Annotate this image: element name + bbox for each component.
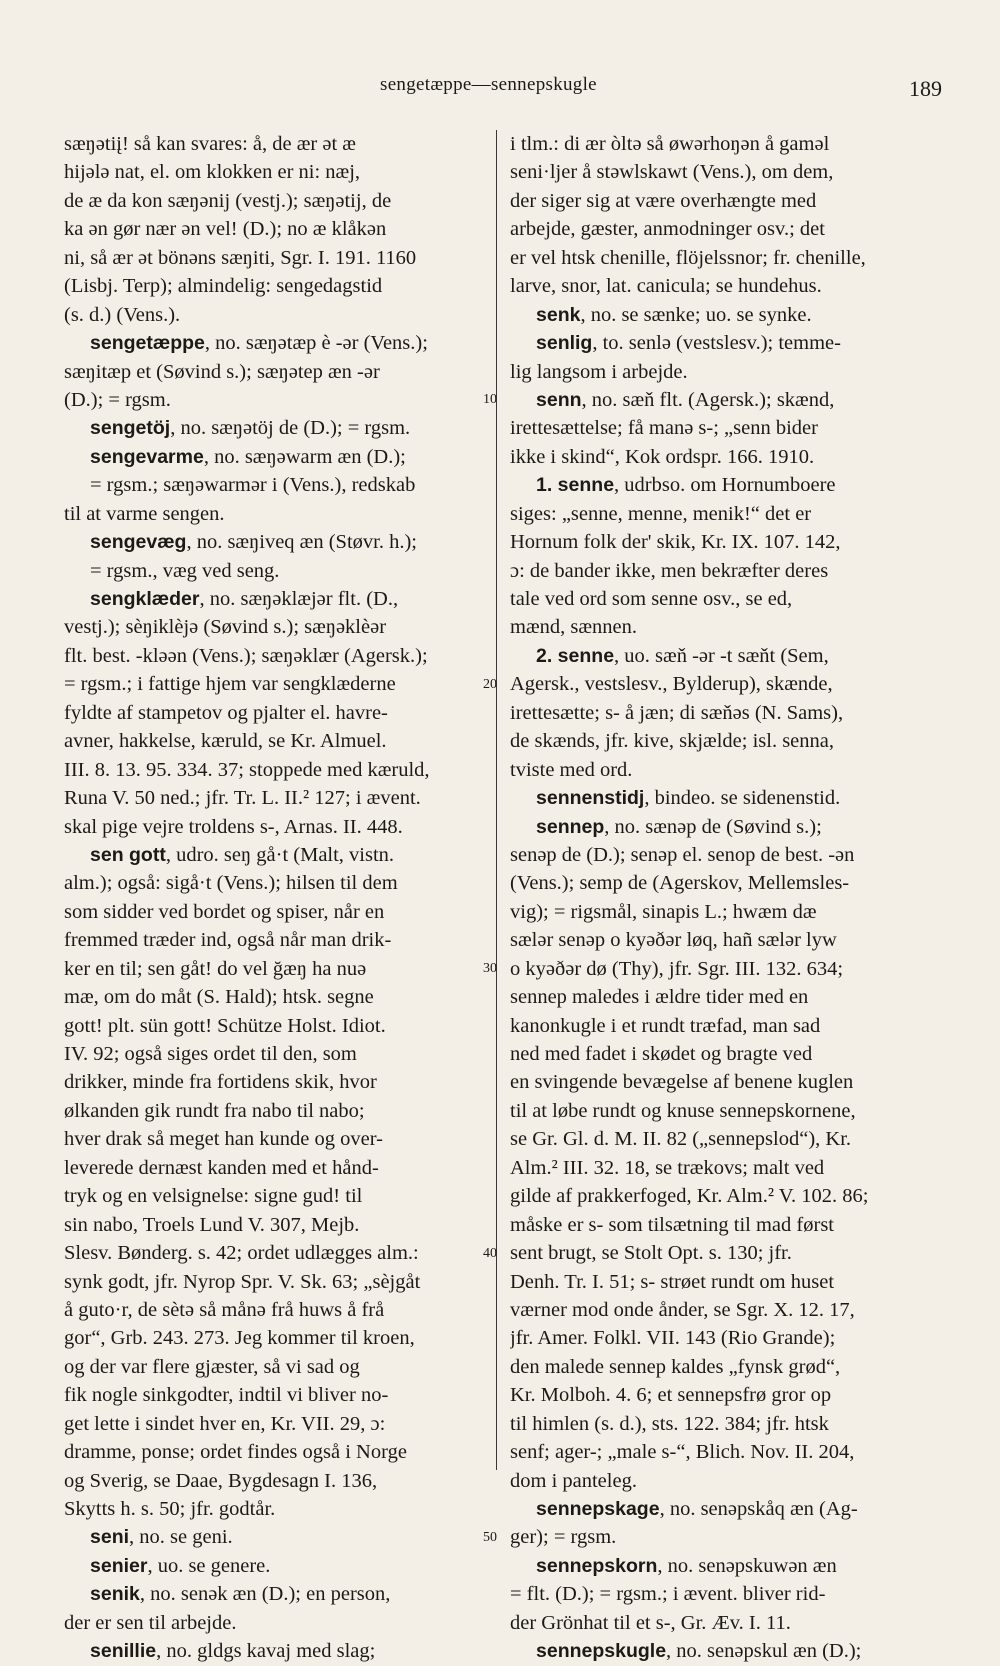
text-line: tale ved ord som senne osv., se ed,	[510, 588, 793, 610]
text-line: sengklæder, no. sæŋəklæjər flt. (D.,	[90, 588, 399, 610]
running-head: sengetæppe—sennepskugle	[380, 74, 597, 95]
text-line: drikker, minde fra fortidens skik, hvor	[64, 1071, 377, 1094]
text-line: til at varme sengen.	[64, 502, 225, 525]
right-column	[510, 130, 938, 1666]
line-number: 10	[483, 392, 497, 408]
text-line: avner, hakkelse, kæruld, se Kr. Almuel.	[64, 730, 387, 753]
line-number: 20	[483, 676, 497, 692]
text-line: larve, snor, lat. canicula; se hundehus.	[510, 275, 822, 298]
text-line: sennepskage, no. senəpskåq æn (Ag-	[536, 1498, 858, 1520]
headword: 2. senne	[536, 644, 615, 667]
text-line: irettesættelse; få manə s-; „senn bider	[510, 417, 818, 440]
text-line: senk, no. se sænke; uo. se synke.	[536, 303, 812, 326]
text-line: Denh. Tr. I. 51; s- strøet rundt om huset	[510, 1270, 835, 1293]
text-line: gott! plt. sün gott! Schütze Holst. Idiot.	[64, 1014, 386, 1037]
text-line: der siger sig at være overhængte med	[510, 189, 817, 212]
text-line: seni, no. se geni.	[90, 1526, 233, 1549]
headword: sengetæppe	[90, 332, 205, 355]
column-divider	[496, 130, 497, 1470]
headword: senik	[90, 1583, 140, 1606]
text-line: og der var flere gjæster, så vi sad og	[64, 1355, 360, 1378]
text-line: fik nogle sinkgodter, indtil vi bliver no-	[64, 1384, 389, 1407]
text-line: fremmed træder ind, også når man drik-	[64, 929, 392, 952]
text-line: tviste med ord.	[510, 758, 633, 781]
headword: sennepskugle	[536, 1640, 667, 1663]
headword: sen gott	[90, 843, 166, 866]
text-line: seni·ljer å stəwlskawt (Vens.), om dem,	[510, 161, 834, 184]
text-line: = rgsm., væg ved seng.	[90, 559, 280, 582]
text-line: Alm.² III. 32. 18, se trækovs; malt ved	[510, 1156, 825, 1179]
headword: sennep	[536, 815, 605, 838]
text-line: ger); = rgsm.	[510, 1526, 617, 1549]
text-line: o kyəðər dø (Thy), jfr. Sgr. III. 132. 634;	[510, 957, 844, 980]
text-line: senier, uo. se genere.	[90, 1554, 271, 1577]
text-line: sengetæppe, no. sæŋətæp è -ər (Vens.);	[90, 332, 428, 355]
headword: senlig	[536, 332, 593, 355]
text-line: senf; ager-; „male s-“, Blich. Nov. II. 204,	[510, 1441, 855, 1464]
text-line: get lette i sindet hver en, Kr. VII. 29, ɔ:	[64, 1412, 386, 1435]
line-number: 30	[483, 961, 497, 977]
text-line: Agersk., vestslesv., Bylderup), skænde,	[510, 673, 833, 696]
headword: sennepskage	[536, 1498, 660, 1520]
text-line: flt. best. -kləən (Vens.); sæŋəklær (Agersk.);	[64, 644, 428, 667]
headword: sengevæg	[90, 531, 187, 554]
text-line: skal pige vejre troldens s-, Arnas. II. 448.	[64, 815, 403, 838]
text-line: se Gr. Gl. d. M. II. 82 („sennepslod“), Kr.	[510, 1128, 852, 1151]
text-line: de skænds, jfr. kive, skjælde; isl. senna,	[510, 730, 834, 753]
headword: senillie	[90, 1640, 157, 1663]
text-line: til at løbe rundt og knuse sennepskornene,	[510, 1099, 856, 1122]
headword: sengetöj	[90, 417, 171, 440]
text-line: alm.); også: sigå·t (Vens.); hilsen til dem	[64, 872, 398, 895]
line-number: 40	[483, 1245, 497, 1261]
text-line: senik, no. senək æn (D.); en person,	[90, 1583, 391, 1606]
text-line: tryk og en velsignelse: signe gud! til	[64, 1185, 363, 1208]
text-line: sæŋitæp et (Søvind s.); sæŋətep æn -ər	[64, 360, 380, 383]
page-number: 189	[909, 76, 942, 101]
text-line: Slesv. Bønderg. s. 42; ordet udlægges alm.:	[64, 1242, 419, 1265]
text-line: de æ da kon sæŋənij (vestj.); sæŋətij, de	[64, 189, 392, 212]
text-line: i tlm.: di ær òltə så øwərhoŋən å gaməl	[510, 133, 830, 155]
text-line: ni, så ær ət bönəns sæŋiti, Sgr. I. 191. 1160	[64, 246, 417, 269]
text-line: sengevæg, no. sæŋiveq æn (Støvr. h.);	[90, 531, 417, 554]
headword: senier	[90, 1554, 148, 1577]
text-line: værner mod onde ånder, se Sgr. X. 12. 17,	[510, 1298, 855, 1321]
text-line: en svingende bevægelse af benene kuglen	[510, 1071, 854, 1094]
left-column	[64, 130, 482, 1666]
text-line: sæŋətiį! så kan svares: å, de ær ət æ	[64, 133, 356, 155]
text-line: = flt. (D.); = rgsm.; i ævent. bliver rid-	[510, 1583, 826, 1606]
text-line: sælər senəp o kyəðər løq, hañ sælər lyw	[510, 929, 837, 952]
text-line: sennenstidj, bindeo. se sidenenstid.	[536, 787, 841, 810]
text-line: sennepskorn, no. senəpskuwən æn	[536, 1554, 837, 1577]
text-line: mænd, sænnen.	[510, 616, 637, 639]
text-line: vig); = rigsmål, sinapis L.; hwæm dæ	[510, 900, 817, 923]
line-number: 50	[483, 1530, 497, 1546]
headword: sennepskorn	[536, 1554, 658, 1577]
text-line: gilde af prakkerfoged, Kr. Alm.² V. 102. 86;	[510, 1185, 869, 1208]
text-line: senəp de (D.); senəp el. senop de best. -ən	[510, 843, 855, 866]
headword: sennenstidj	[536, 787, 645, 810]
text-line: til himlen (s. d.), sts. 122. 384; jfr. htsk	[510, 1412, 829, 1435]
text-line: Skytts h. s. 50; jfr. godtår.	[64, 1498, 276, 1520]
text-line: mæ, om do måt (S. Hald); htsk. segne	[64, 986, 374, 1009]
text-line: vestj.); sèŋiklèjə (Søvind s.); sæŋəklèər	[64, 616, 387, 639]
text-line: siges: „senne, menne, menik!“ det er	[510, 502, 812, 525]
text-line: III. 8. 13. 95. 334. 37; stoppede med kæruld,	[64, 758, 430, 781]
text-line: måske er s- som tilsætning til mad først	[510, 1213, 834, 1236]
text-line: senn, no. sæň flt. (Agersk.); skænd,	[536, 388, 835, 411]
text-line: ølkanden gik rundt fra nabo til nabo;	[64, 1099, 365, 1122]
text-line: ned med fadet i skødet og bragte ved	[510, 1043, 813, 1065]
text-line: gor“, Grb. 243. 273. Jeg kommer til kroen,	[64, 1327, 415, 1350]
text-line: sengevarme, no. sæŋəwarm æn (D.);	[90, 445, 406, 468]
text-line: (Vens.); semp de (Agerskov, Mellemsles-	[510, 872, 850, 895]
headword: 1. senne	[536, 474, 615, 497]
text-line: den malede sennep kaldes „fynsk grød“,	[510, 1355, 841, 1378]
text-line: dom i panteleg.	[510, 1469, 637, 1492]
text-line: sennep, no. sænəp de (Søvind s.);	[536, 815, 822, 838]
text-line: ɔ: de bander ikke, men bekræfter deres	[510, 559, 829, 582]
text-line: irettesætte; s- å jæn; di sæňəs (N. Sams),	[510, 701, 844, 724]
text-line: ikke i skind“, Kok ordspr. 166. 1910.	[510, 445, 815, 468]
text-line: (s. d.) (Vens.).	[64, 303, 181, 326]
text-line: sennepskugle, no. senəpskul æn (D.);	[536, 1640, 862, 1663]
text-line: lig langsom i arbejde.	[510, 360, 688, 383]
text-line: ker en til; sen gåt! do vel ğæŋ ha nuə	[64, 957, 367, 980]
text-line: = rgsm.; i fattige hjem var sengklæderne	[64, 673, 396, 696]
text-line: sen gott, udro. seŋ gå·t (Malt, vistn.	[90, 843, 395, 866]
text-line: Runa V. 50 ned.; jfr. Tr. L. II.² 127; i ævent.	[64, 787, 421, 810]
text-line: jfr. Amer. Folkl. VII. 143 (Rio Grande);	[510, 1327, 836, 1350]
text-line: leverede dernæst kanden med et hånd-	[64, 1156, 379, 1179]
headword: sengevarme	[90, 445, 204, 468]
text-line: som sidder ved bordet og spiser, når en	[64, 900, 385, 923]
text-line: og Sverig, se Daae, Bygdesagn I. 136,	[64, 1469, 378, 1492]
text-line: er vel htsk chenille, flöjelssnor; fr. chenille,	[510, 246, 866, 269]
headword: senn	[536, 388, 582, 411]
text-line: fyldte af stampetov og pjalter el. havre-	[64, 701, 388, 724]
text-line: 1. senne, udrbso. om Hornumboere	[536, 474, 836, 497]
text-line: Hornum folk der' skik, Kr. IX. 107. 142,	[510, 531, 841, 554]
text-line: Kr. Molboh. 4. 6; et sennepsfrø gror op	[510, 1384, 832, 1407]
text-line: IV. 92; også siges ordet til den, som	[64, 1043, 357, 1065]
text-line: sengetöj, no. sæŋətöj de (D.); = rgsm.	[90, 417, 411, 440]
text-line: hijələ nat, el. om klokken er ni: næj,	[64, 161, 361, 184]
text-line: der er sen til arbejde.	[64, 1611, 237, 1634]
text-line: dramme, ponse; ordet findes også i Norge	[64, 1441, 407, 1464]
text-line: der Grönhat til et s-, Gr. Æv. I. 11.	[510, 1611, 791, 1634]
text-line: kanonkugle i et rundt træfad, man sad	[510, 1014, 821, 1037]
text-line: synk godt, jfr. Nyrop Spr. V. Sk. 63; „sèjgåt	[64, 1270, 421, 1293]
text-line: (D.); = rgsm.	[64, 388, 171, 411]
text-line: senlig, to. senlə (vestslesv.); temme-	[536, 332, 841, 355]
text-line: senillie, no. gldgs kavaj med slag;	[90, 1640, 376, 1663]
headword: sengklæder	[90, 588, 200, 610]
headword: senk	[536, 303, 581, 326]
text-line: sennep maledes i ældre tider med en	[510, 986, 809, 1009]
text-line: 2. senne, uo. sæň -ər -t sæňt (Sem,	[536, 644, 829, 667]
text-line: å guto·r, de sètə så månə frå huws å frå	[64, 1298, 385, 1321]
text-line: sent brugt, se Stolt Opt. s. 130; jfr.	[510, 1242, 792, 1265]
text-line: ka ən gør nær ən vel! (D.); no æ klåkən	[64, 218, 387, 241]
text-line: sin nabo, Troels Lund V. 307, Mejb.	[64, 1213, 360, 1236]
text-line: (Lisbj. Terp); almindelig: sengedagstid	[64, 275, 383, 298]
text-line: = rgsm.; sæŋəwarmər i (Vens.), redskab	[90, 474, 416, 497]
text-line: hver drak så meget han kunde og over-	[64, 1128, 383, 1151]
headword: seni	[90, 1526, 130, 1549]
text-line: arbejde, gæster, anmodninger osv.; det	[510, 218, 825, 241]
